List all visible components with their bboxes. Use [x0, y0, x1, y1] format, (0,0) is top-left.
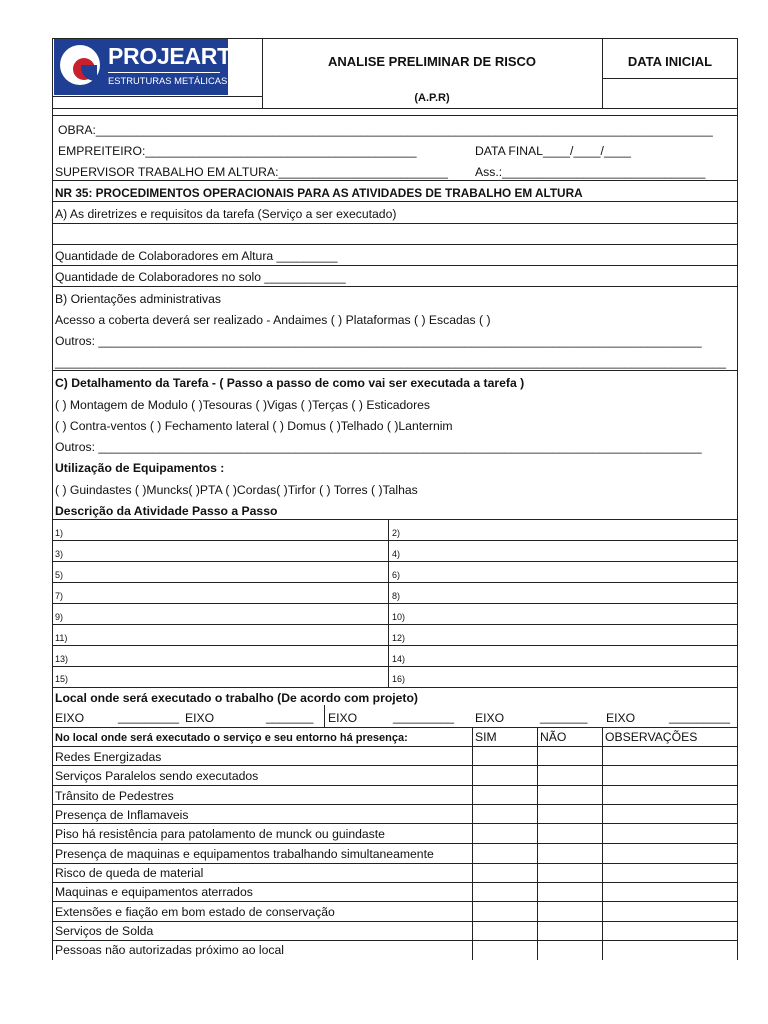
step-cell[interactable]: 5): [55, 570, 64, 580]
logo-emblem-icon: [60, 45, 100, 85]
acesso-options[interactable]: Acesso a coberta deverá ser realizado - Andaimes ( ) Plataformas ( ) Escadas ( ): [55, 313, 491, 327]
step-cell[interactable]: 11): [55, 633, 68, 643]
task-options-1[interactable]: ( ) Montagem de Modulo ( )Tesouras ( )Vigas ( )Terças ( ) Esticadores: [55, 398, 431, 412]
projeart-logo: [54, 39, 231, 95]
col-nao-header: NÃO: [540, 730, 567, 744]
eixo-label: EIXO: [328, 711, 358, 725]
presence-row: Piso há resistência para patolamento de munck ou guindaste: [55, 827, 385, 841]
step-cell[interactable]: 4): [392, 549, 401, 559]
equipment-title: Utilização de Equipamentos :: [55, 461, 225, 475]
nr35-heading: NR 35: PROCEDIMENTOS OPERACIONAIS PARA AS ATIVIDADES DE TRABALHO EM ALTURA: [55, 186, 583, 200]
eixo-label: EIXO: [475, 711, 505, 725]
step-cell[interactable]: 9): [55, 612, 64, 622]
logo-text: PROJEART: [108, 43, 231, 69]
section-c-title: C) Detalhamento da Tarefa - ( Passo a passo de como vai ser executada a tarefa ): [55, 376, 525, 390]
date-initial-label: DATA INICIAL: [627, 54, 713, 69]
frame-left: [52, 38, 53, 960]
qtd-altura-field[interactable]: Quantidade de Colaboradores em Altura _________: [55, 249, 338, 263]
presence-row: Presença de Inflamaveis: [55, 808, 189, 822]
eixo-input[interactable]: _________: [669, 710, 731, 724]
ass-field[interactable]: Ass.:______________________________: [475, 165, 706, 179]
step-cell[interactable]: 7): [55, 591, 64, 601]
frame-right: [737, 38, 738, 960]
form-title: ANALISE PRELIMINAR DE RISCO: [327, 54, 536, 69]
qtd-solo-field[interactable]: Quantidade de Colaboradores no solo ____________: [55, 270, 346, 284]
step-cell[interactable]: 10): [392, 612, 406, 622]
obra-field[interactable]: OBRA:___________________________________________________________________________________________: [58, 123, 713, 137]
step-description-title: Descrição da Atividade Passo a Passo: [55, 504, 278, 518]
presence-row: Pessoas não autorizadas próximo ao local: [55, 943, 284, 957]
eixo-input[interactable]: _______: [266, 710, 314, 724]
section-b-title: B) Orientações administrativas: [55, 292, 221, 306]
eixo-input[interactable]: _______: [540, 710, 588, 724]
empreiteiro-field[interactable]: EMPREITEIRO:________________________________________: [58, 144, 417, 158]
step-cell[interactable]: 13): [55, 654, 69, 664]
section-b-outros[interactable]: Outros: _________________________________________________________________________________________: [55, 334, 702, 348]
eixo-input[interactable]: _________: [393, 710, 455, 724]
presence-row: Risco de queda de material: [55, 866, 204, 880]
presence-row: Redes Energizadas: [55, 750, 162, 764]
eixo-label: EIXO: [55, 711, 85, 725]
step-cell[interactable]: 12): [392, 633, 406, 643]
section-c-outros[interactable]: Outros: _________________________________________________________________________________________: [55, 440, 702, 454]
task-options-2[interactable]: ( ) Contra-ventos ( ) Fechamento lateral ( ) Domus ( )Telhado ( )Lanternim: [55, 419, 453, 433]
local-title: Local onde será executado o trabalho (De acordo com projeto): [55, 691, 418, 705]
col-obs-header: OBSERVAÇÕES: [605, 730, 698, 744]
form-subtitle: (A.P.R): [414, 92, 450, 104]
step-cell[interactable]: 14): [392, 654, 406, 664]
step-cell[interactable]: 2): [392, 528, 401, 538]
presence-row: Serviços de Solda: [55, 924, 154, 938]
eixo-input[interactable]: _________: [118, 710, 180, 724]
section-a-title: A) As diretrizes e requisitos da tarefa (Serviço a ser executado): [55, 207, 397, 221]
eixo-label: EIXO: [606, 711, 636, 725]
presence-table-header: No local onde será executado o serviço e seu entorno há presença:: [55, 732, 408, 744]
step-cell[interactable]: 3): [55, 549, 64, 559]
presence-row: Presença de maquinas e equipamentos trabalhando simultaneamente: [55, 847, 434, 861]
data-final-field[interactable]: DATA FINAL____/____/____: [475, 144, 632, 158]
step-cell[interactable]: 16): [392, 674, 406, 684]
col-sim-header: SIM: [475, 730, 497, 744]
supervisor-field[interactable]: SUPERVISOR TRABALHO EM ALTURA:_________________________: [55, 165, 448, 179]
step-cell[interactable]: 8): [392, 591, 401, 601]
step-cell[interactable]: 6): [392, 570, 401, 580]
presence-row: Maquinas e equipamentos aterrados: [55, 885, 253, 899]
step-cell[interactable]: 1): [55, 528, 64, 538]
step-cell[interactable]: 15): [55, 674, 69, 684]
equipment-options[interactable]: ( ) Guindastes ( )Muncks( )PTA ( )Cordas( )Tirfor ( ) Torres ( )Talhas: [55, 483, 418, 497]
section-b-outros-line2[interactable]: ___________________________________________________________________________________________________: [55, 355, 727, 369]
presence-row: Trânsito de Pedestres: [55, 789, 174, 803]
presence-row: Serviços Paralelos sendo executados: [55, 769, 259, 783]
eixo-label: EIXO: [185, 711, 215, 725]
logo-subtitle: ESTRUTURAS METÁLICAS: [108, 72, 220, 86]
presence-row: Extensões e fiação em bom estado de conservação: [55, 905, 335, 919]
